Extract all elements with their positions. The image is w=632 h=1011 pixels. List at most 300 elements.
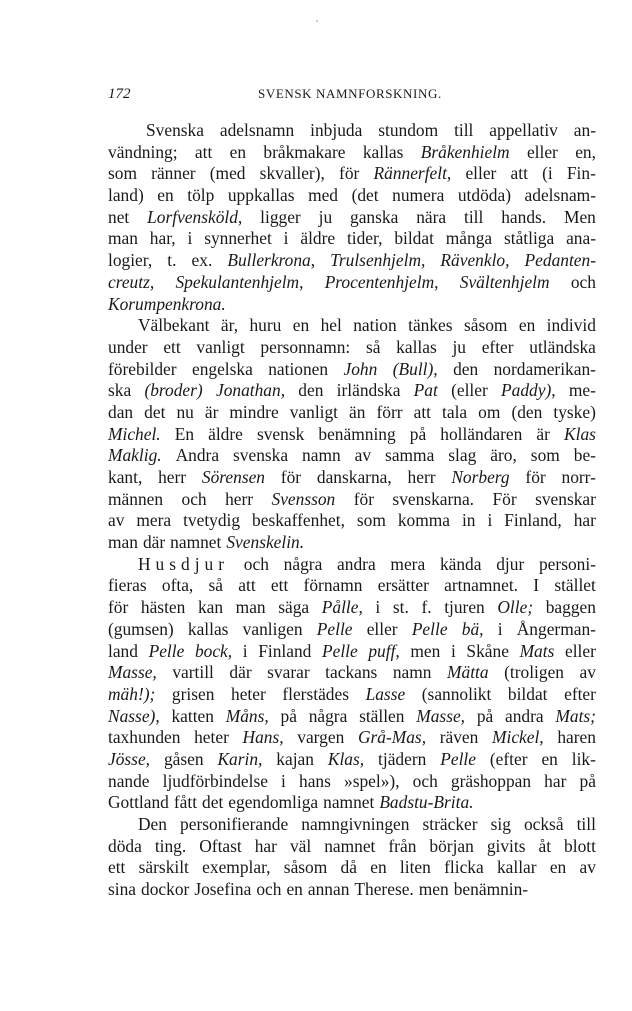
word: heter — [194, 727, 229, 748]
word: för — [525, 467, 546, 487]
word: eller — [526, 141, 558, 162]
word: ana- — [566, 228, 596, 249]
text-line — [108, 163, 596, 185]
word: Michel. — [108, 423, 161, 444]
word: äro, — [490, 445, 517, 466]
word: Mats; — [555, 705, 596, 726]
word: än — [349, 401, 366, 422]
word: på — [476, 705, 494, 726]
word: i — [281, 770, 286, 791]
paragraph — [108, 120, 596, 315]
word: t. — [167, 250, 177, 271]
word: och — [243, 553, 269, 574]
word: svensk — [256, 423, 305, 444]
word: katten — [171, 705, 214, 726]
page-number: 172 — [108, 86, 131, 102]
word: åt — [538, 835, 552, 856]
word: men — [410, 640, 441, 661]
word: Skåne — [466, 640, 509, 661]
word: den — [453, 358, 479, 379]
word: för — [353, 488, 374, 509]
word: herr — [225, 488, 254, 509]
page-header — [108, 86, 604, 110]
word: me- — [568, 380, 596, 401]
word: av — [579, 857, 596, 878]
body-text — [108, 120, 596, 901]
word: för — [280, 467, 302, 487]
word: Finland — [258, 640, 312, 661]
word: Lasse — [365, 683, 406, 704]
word: svenska — [233, 445, 289, 466]
paragraph — [108, 814, 596, 901]
word: Den — [138, 814, 167, 834]
text-line — [108, 402, 596, 424]
text-line — [108, 380, 596, 402]
word: en — [370, 857, 387, 878]
word: danskarna, — [316, 467, 392, 487]
word: net — [108, 206, 130, 227]
word: hästen — [140, 597, 186, 618]
word: vanligt — [289, 401, 339, 422]
text-line — [108, 771, 596, 793]
word: Lorfvensköld, — [147, 206, 243, 227]
word: början — [429, 835, 474, 856]
word: eller — [564, 640, 596, 661]
word: nation — [353, 315, 397, 336]
word: (i — [542, 163, 553, 184]
word: man — [235, 597, 266, 618]
word: mäh!); — [108, 683, 156, 704]
word: huru — [249, 315, 282, 336]
word: som — [530, 445, 560, 466]
word: i — [497, 618, 503, 639]
text-line — [108, 836, 596, 858]
word: men — [418, 879, 449, 900]
word: herr — [158, 467, 187, 487]
text-line — [108, 467, 596, 489]
word: Ångerman- — [516, 618, 596, 639]
word: benämnin- — [453, 879, 529, 900]
word: puff, — [368, 640, 400, 661]
word: djur — [496, 553, 525, 574]
word: med — [308, 185, 339, 206]
word: fieras — [108, 575, 147, 596]
text-line — [108, 250, 596, 272]
word: namnet — [324, 835, 376, 856]
word: om — [478, 401, 501, 422]
word: Rännerfelt, — [373, 163, 452, 184]
word: man — [108, 228, 138, 249]
word: är — [536, 423, 550, 444]
text-line — [108, 532, 596, 554]
word: uppkallas — [227, 185, 295, 206]
word: ofta, — [161, 575, 194, 596]
word: grisen — [171, 683, 215, 704]
word: namn — [392, 662, 432, 683]
word: svenskarna. — [392, 488, 475, 509]
word: på — [579, 770, 596, 791]
text-line — [108, 272, 596, 294]
word: Bråkenhielm — [420, 141, 510, 162]
word: dan — [108, 401, 134, 422]
word: svenskar — [535, 488, 596, 509]
text-line — [108, 294, 596, 316]
word: Norberg — [451, 467, 510, 487]
word: kallas — [396, 336, 437, 357]
word: En — [174, 423, 195, 444]
word: artnamnet. — [444, 575, 519, 596]
word: tackans — [325, 662, 378, 683]
word: (med — [209, 163, 246, 184]
word: där — [142, 532, 166, 553]
text-line — [108, 424, 596, 446]
word: en — [518, 315, 536, 336]
word: en — [549, 857, 567, 878]
word: till — [454, 120, 474, 140]
word: inbjuda — [310, 120, 363, 140]
word: förebilder — [108, 358, 177, 379]
print-speck — [316, 20, 318, 22]
word: Gottland — [108, 792, 169, 813]
word: och — [181, 488, 207, 509]
word: tjuren — [444, 597, 485, 618]
word: Andra — [175, 445, 220, 466]
word: »spel»), — [344, 770, 400, 791]
running-head: SVENSK NAMNFORSKNING. — [258, 86, 442, 101]
word: individ — [546, 315, 596, 336]
word: till — [576, 814, 596, 834]
word: sträcker — [422, 814, 478, 834]
word: och — [256, 879, 282, 900]
word: Mats — [519, 640, 555, 661]
word: har — [254, 835, 277, 856]
word: ersätter — [377, 575, 429, 596]
text-line — [108, 641, 596, 663]
word: nu — [176, 401, 194, 422]
word: baggen — [545, 597, 596, 618]
word: och — [412, 770, 438, 791]
word: gåsen — [163, 748, 204, 769]
word: kajan — [276, 748, 314, 769]
word: taxhunden — [108, 727, 181, 748]
word: Jonathan, — [215, 380, 286, 401]
word: in — [461, 510, 476, 531]
word: namnet — [170, 532, 222, 553]
word: i — [450, 640, 456, 661]
word: blott — [564, 835, 596, 856]
word: Rävenklo, — [440, 250, 510, 271]
word: tvetydig — [183, 510, 241, 531]
word: ligger — [260, 206, 301, 227]
word: Fin- — [566, 163, 596, 184]
text-line — [108, 359, 596, 381]
word: i — [242, 640, 248, 661]
word: förr — [376, 401, 403, 422]
word: land — [108, 640, 138, 661]
word: Spekulantenhjelm, — [175, 271, 304, 292]
word: (eller — [451, 380, 488, 401]
word: där — [229, 662, 252, 683]
word: liten — [399, 857, 431, 878]
word: så — [365, 336, 381, 357]
word: (sannolikt — [421, 683, 492, 704]
word: i — [187, 228, 193, 249]
word: Svältenhjelm — [459, 271, 550, 292]
word: benämning — [318, 423, 396, 444]
word: sina — [108, 879, 137, 900]
word: döda — [108, 835, 142, 856]
word: haren — [557, 727, 596, 748]
word: exemplar, — [202, 857, 271, 878]
word: svarar — [267, 662, 310, 683]
word: namn — [302, 445, 341, 466]
word: mindre — [229, 401, 279, 422]
word: Paddy), — [501, 380, 556, 401]
paragraph — [108, 554, 596, 814]
word: nära — [416, 206, 447, 227]
word: att — [194, 141, 213, 162]
word: för — [108, 597, 129, 618]
text-line — [108, 315, 596, 337]
word: John — [343, 358, 378, 379]
word: nationen — [268, 358, 329, 379]
word: Husdjur — [138, 553, 230, 574]
word: creutz, — [108, 271, 155, 292]
word: väl — [289, 835, 312, 856]
word: andra — [505, 705, 544, 726]
word: För — [492, 488, 517, 509]
word: många — [445, 228, 493, 249]
word: ränner — [151, 163, 196, 184]
word: eller — [465, 163, 497, 184]
word: vargen — [297, 727, 345, 748]
word: en — [292, 315, 310, 336]
word: numera — [392, 185, 445, 206]
word: också — [523, 814, 564, 834]
word: Grå-Mas, — [357, 727, 427, 748]
text-line — [108, 814, 596, 836]
word: Trulsenhjelm, — [330, 250, 426, 271]
word: Välbekant — [138, 315, 210, 336]
word: adelsnam- — [524, 185, 596, 206]
word: har, — [149, 228, 176, 249]
text-line — [108, 337, 596, 359]
word: (troligen — [504, 662, 564, 683]
word: (den — [511, 401, 543, 422]
word: Svensson — [271, 488, 336, 509]
word: kan — [197, 597, 224, 618]
word: ex. — [191, 250, 213, 271]
word: appellativ — [489, 120, 558, 140]
word: Masse, — [108, 662, 157, 683]
word: och — [570, 271, 596, 292]
word: Olle; — [497, 597, 534, 618]
word: adelsnamn — [219, 120, 295, 140]
word: personnamn: — [260, 336, 351, 357]
word: Men — [564, 206, 596, 227]
word: dockor — [141, 879, 190, 900]
word: tjädern — [378, 748, 427, 769]
word: såsom — [283, 857, 328, 878]
word: komma — [397, 510, 450, 531]
text-line — [108, 207, 596, 229]
word: fått — [173, 792, 198, 813]
word: några — [283, 553, 323, 574]
text-line — [108, 749, 596, 771]
word: förnamn — [303, 575, 363, 596]
word: Pelle — [411, 618, 448, 639]
word: hel — [320, 315, 342, 336]
word: beskaffenhet, — [252, 510, 345, 531]
word: Mätta — [447, 662, 489, 683]
word: i — [487, 510, 493, 531]
word: Måns, — [225, 705, 269, 726]
word: Procentenhjelm, — [324, 271, 439, 292]
word: Therese. — [354, 879, 414, 900]
word: I — [533, 575, 540, 596]
word: ett — [270, 575, 289, 596]
word: Sörensen — [201, 467, 265, 487]
word: Finland, — [504, 510, 562, 531]
word: (gumsen) — [108, 618, 174, 639]
word: Pelle — [321, 640, 358, 661]
word: vanligen — [242, 618, 303, 639]
text-line — [108, 142, 596, 164]
word: man — [108, 532, 138, 553]
word: äldre — [208, 423, 243, 444]
word: på — [409, 423, 427, 444]
word: då — [340, 857, 357, 878]
word: Jösse, — [108, 748, 151, 769]
word: kallar — [496, 857, 537, 878]
word: nordamerikan- — [493, 358, 596, 379]
word: utdöda) — [457, 185, 511, 206]
word: Pålle, — [321, 597, 363, 618]
word: flerstädes — [282, 683, 349, 704]
word: har — [573, 510, 596, 531]
word: Klas — [564, 423, 596, 444]
word: Svenska — [146, 120, 204, 140]
text-line — [108, 489, 596, 511]
word: land) — [108, 185, 144, 206]
word: Badstu-Brita. — [379, 792, 474, 813]
word: tider, — [346, 228, 383, 249]
word: Hans, — [242, 727, 284, 748]
word: flicka — [444, 857, 484, 878]
word: personi- — [538, 553, 596, 574]
word: Pelle — [440, 748, 476, 769]
word: st. — [392, 597, 409, 618]
word: heter — [231, 683, 266, 704]
text-line — [108, 857, 596, 879]
word: givits — [486, 835, 526, 856]
text-line — [108, 228, 596, 250]
word: Svenskelin. — [226, 532, 305, 553]
word: för — [339, 163, 360, 184]
word: sig — [490, 814, 511, 834]
text-line — [108, 706, 596, 728]
word: tyske) — [553, 401, 596, 422]
word: stundom — [378, 120, 439, 140]
word: är — [204, 401, 219, 422]
word: logier, — [108, 250, 153, 271]
word: har — [544, 770, 567, 791]
word: kända — [439, 553, 482, 574]
word: annan — [307, 879, 350, 900]
word: ting. — [154, 835, 187, 856]
word: mera — [390, 553, 426, 574]
word: tala — [442, 401, 468, 422]
word: en — [541, 748, 558, 769]
word: från — [388, 835, 417, 856]
word: så — [208, 575, 224, 596]
text-line — [108, 662, 596, 684]
text-line — [108, 727, 596, 749]
word: kant, — [108, 467, 143, 487]
word: (Bull), — [392, 358, 438, 379]
word: (efter — [489, 748, 528, 769]
word: lik- — [571, 748, 596, 769]
word: Klas, — [327, 748, 365, 769]
word: på — [280, 705, 297, 726]
word: ett — [108, 857, 126, 878]
word: vartill — [172, 662, 214, 683]
word: tänkes — [408, 315, 453, 336]
word: an- — [573, 120, 596, 140]
word: att — [413, 401, 431, 422]
word: i — [283, 228, 289, 249]
word: (broder) — [144, 380, 203, 401]
word: engelska — [191, 358, 253, 379]
word: av — [108, 510, 125, 531]
word: Karin, — [217, 748, 263, 769]
word: Oftast — [199, 835, 242, 856]
word: som — [356, 510, 386, 531]
word: som — [108, 163, 137, 184]
word: bildat — [394, 228, 434, 249]
word: bä, — [461, 618, 484, 639]
word: Bullerkrona, — [227, 250, 316, 271]
text-line — [108, 510, 596, 532]
word: namngivningen — [301, 814, 410, 834]
word: slag — [448, 445, 477, 466]
word: ju — [452, 336, 466, 357]
word: holländaren — [440, 423, 523, 444]
word: att — [238, 575, 256, 596]
text-line — [108, 597, 596, 619]
word: en — [286, 879, 303, 900]
word: eller — [366, 618, 398, 639]
word: andra — [337, 553, 376, 574]
word: skvaller), — [259, 163, 325, 184]
word: gräshoppan — [450, 770, 532, 791]
word: personifierande — [180, 814, 289, 834]
text-line — [108, 120, 596, 142]
word: utländska — [529, 336, 596, 357]
word: en, — [575, 141, 596, 162]
word: den — [298, 380, 324, 401]
word: nande — [108, 770, 150, 791]
word: samma — [385, 445, 435, 466]
word: räven — [439, 727, 479, 748]
word: i — [375, 597, 381, 618]
text-line — [108, 185, 596, 207]
word: ställen — [359, 705, 405, 726]
word: norr- — [561, 467, 596, 487]
word: Maklig. — [108, 445, 162, 466]
word: det — [202, 792, 224, 813]
word: äldre — [300, 228, 336, 249]
